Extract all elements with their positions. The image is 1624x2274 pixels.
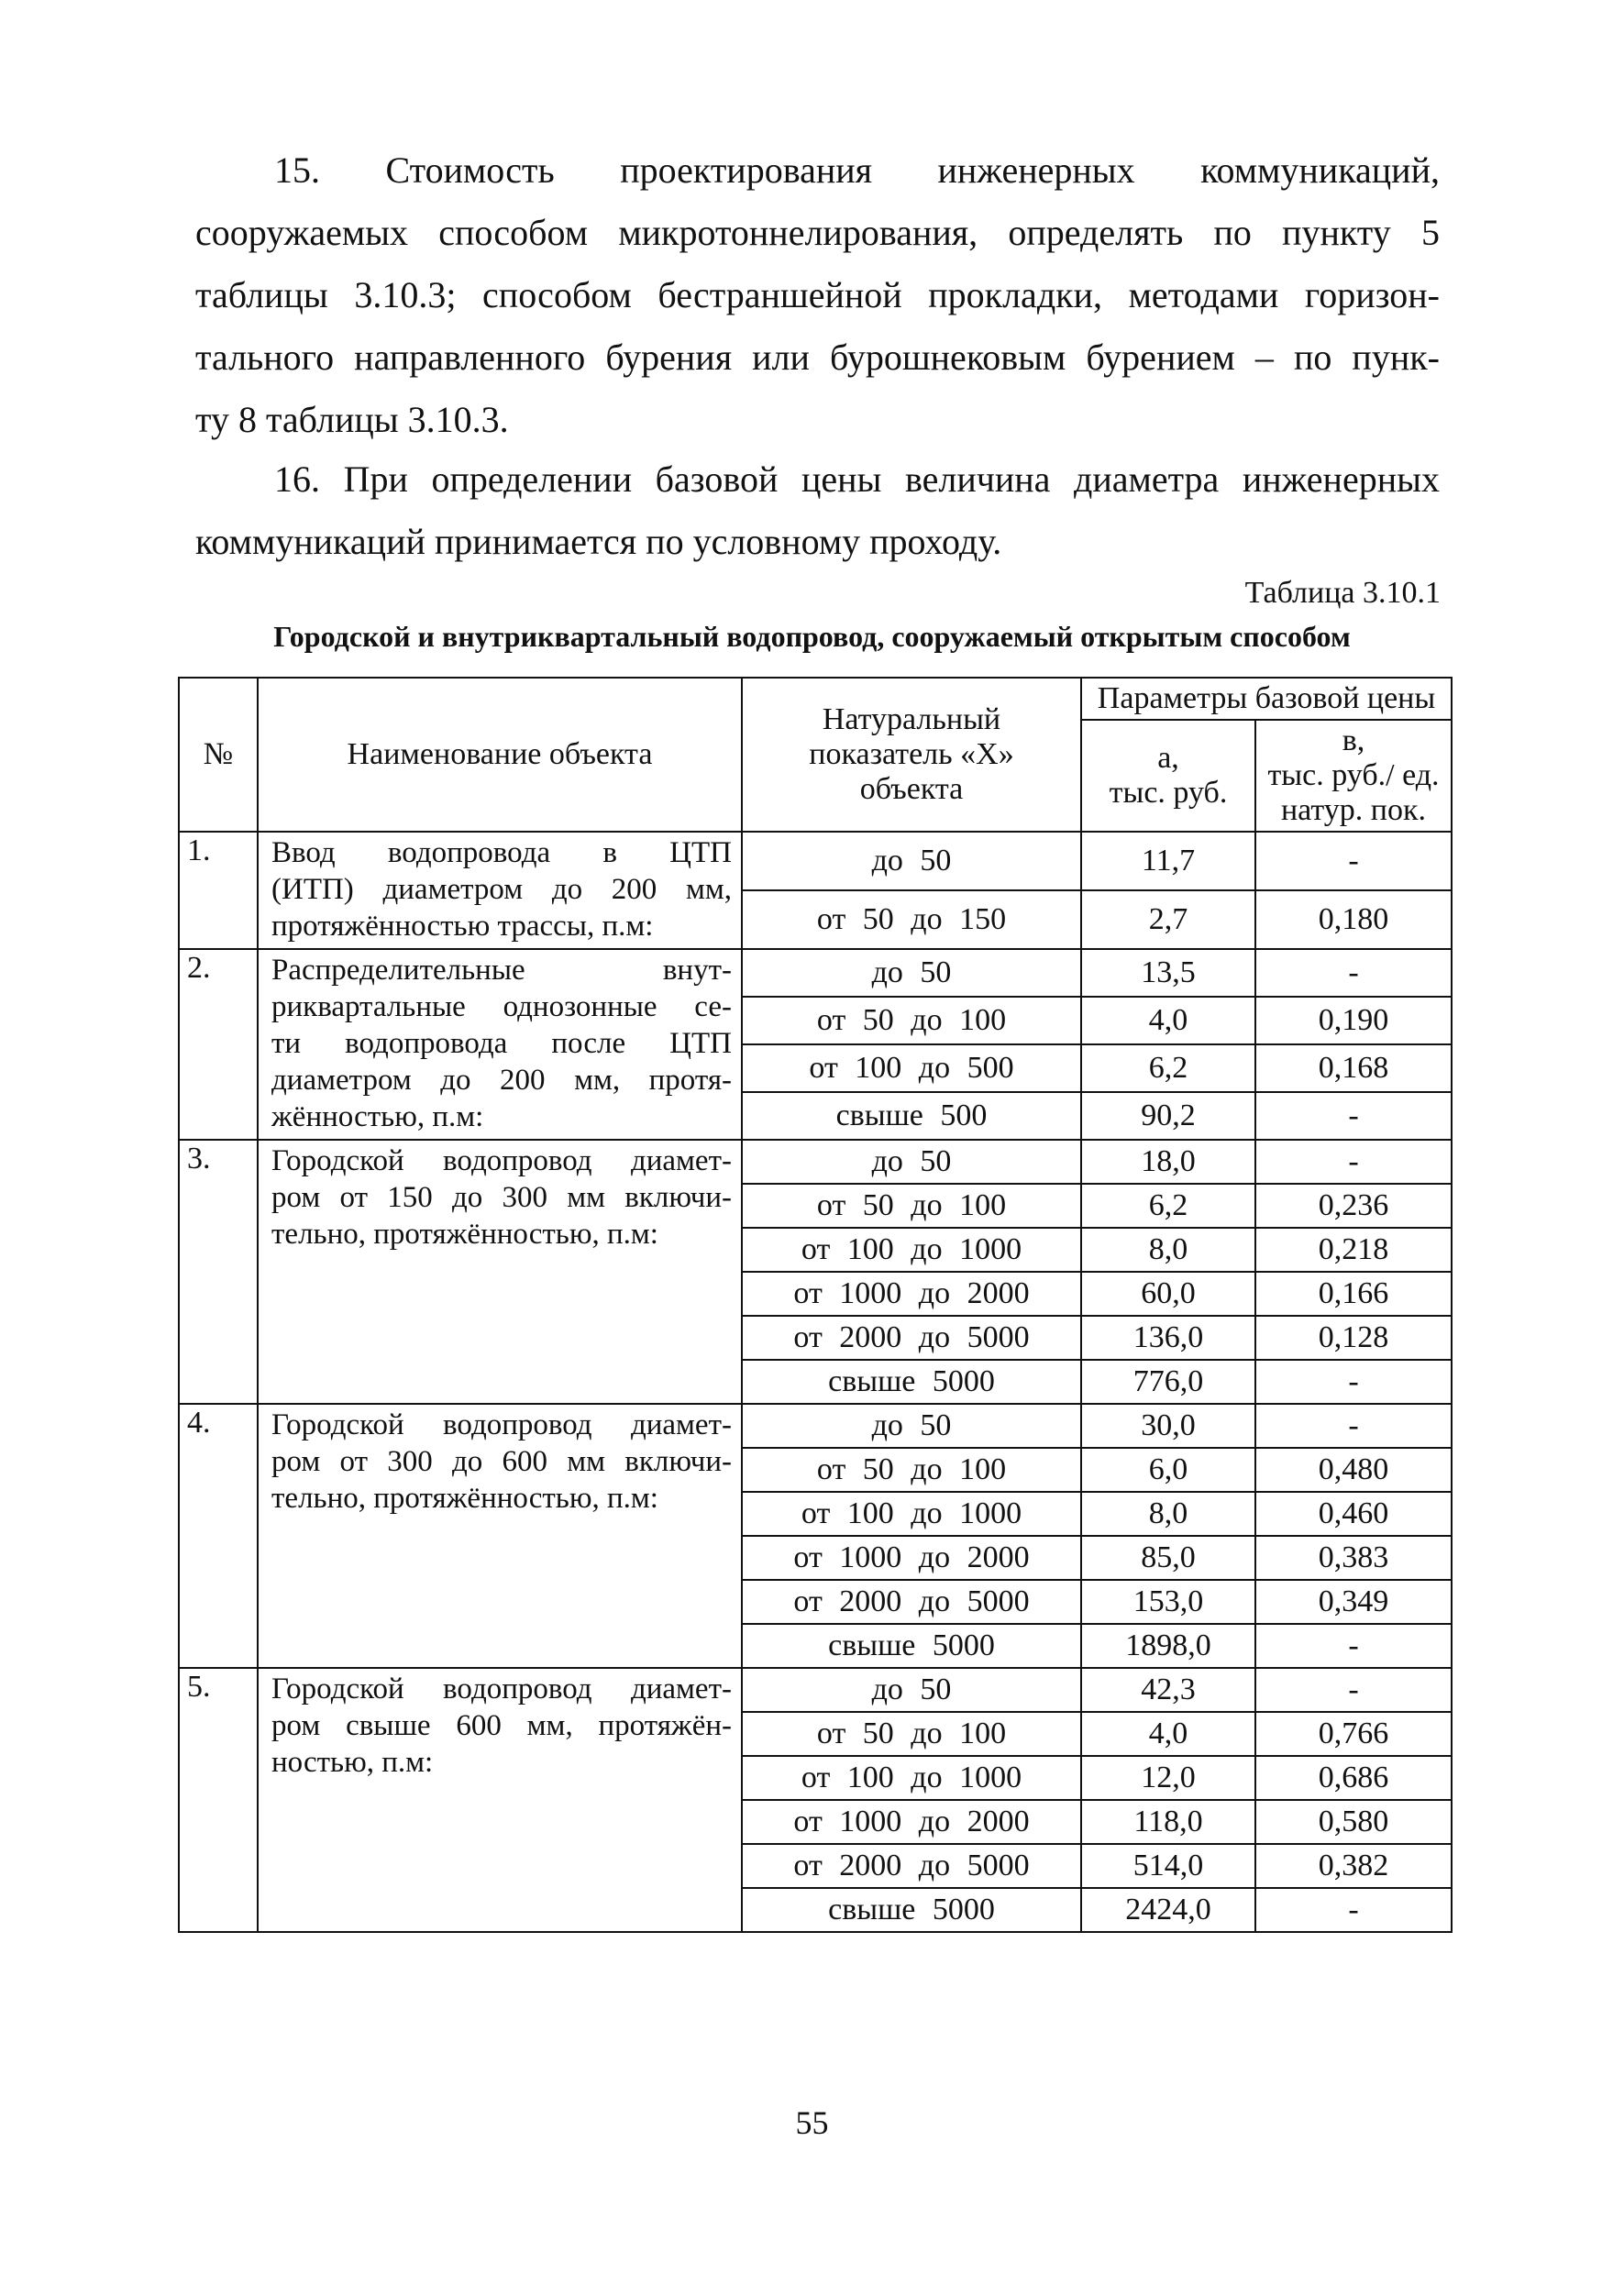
price-b-cell: -: [1255, 949, 1452, 997]
item-name: [258, 1668, 742, 1932]
item-name: [258, 1140, 742, 1404]
natural-indicator-cell: до 50: [742, 1668, 1081, 1712]
price-b-cell: 0,383: [1255, 1536, 1452, 1580]
header-name: Наименование объекта: [258, 678, 742, 832]
price-b-cell: 0,180: [1255, 890, 1452, 949]
price-b-cell: -: [1255, 1624, 1452, 1668]
price-a-cell: 2,7: [1081, 890, 1255, 949]
price-b-cell: 0,166: [1255, 1272, 1452, 1316]
paragraph-line: 15. Стоимость проектирования инженерных коммуникаций,: [274, 149, 1440, 191]
table-row: [179, 1404, 1452, 1448]
price-a-cell: 30,0: [1081, 1404, 1255, 1448]
item-name-line: Городской водопровод диамет-: [271, 1144, 732, 1177]
price-table: [178, 677, 1453, 1933]
natural-indicator-cell: до 50: [742, 1404, 1081, 1448]
price-b-cell: -: [1255, 1360, 1452, 1404]
price-b-cell: 0,168: [1255, 1044, 1452, 1092]
price-b-cell: 0,190: [1255, 997, 1452, 1044]
header-a-line: тыс. руб.: [1109, 776, 1228, 810]
table-row: [179, 1140, 1452, 1184]
header-b-line: натур. пок.: [1280, 793, 1427, 827]
natural-indicator-cell: от 100 до 1000: [742, 1228, 1081, 1272]
natural-indicator-cell: от 2000 до 5000: [742, 1580, 1081, 1624]
price-a-cell: 18,0: [1081, 1140, 1255, 1184]
price-b-cell: 0,128: [1255, 1316, 1452, 1360]
price-a-cell: 8,0: [1081, 1228, 1255, 1272]
price-a-cell: 2424,0: [1081, 1888, 1255, 1932]
price-b-cell: -: [1255, 832, 1452, 890]
price-a-cell: 6,0: [1081, 1448, 1255, 1492]
price-b-cell: 0,580: [1255, 1800, 1452, 1844]
price-a-cell: 90,2: [1081, 1092, 1255, 1140]
price-a-cell: 776,0: [1081, 1360, 1255, 1404]
natural-indicator-cell: от 2000 до 5000: [742, 1316, 1081, 1360]
item-name: [258, 1404, 742, 1668]
paragraph-line: 16. При определении базовой цены величина диаметра инженерных: [274, 458, 1440, 500]
price-b-cell: 0,218: [1255, 1228, 1452, 1272]
item-name: [258, 832, 742, 949]
natural-indicator-cell: от 50 до 100: [742, 1184, 1081, 1228]
item-name-line: ром от 300 до 600 мм включи-: [271, 1445, 732, 1478]
price-a-cell: 153,0: [1081, 1580, 1255, 1624]
table-title: Городской и внутриквартальный водопровод, сооружаемый открытым способом: [273, 620, 1351, 653]
natural-indicator-cell: от 1000 до 2000: [742, 1800, 1081, 1844]
natural-indicator-cell: от 1000 до 2000: [742, 1272, 1081, 1316]
item-number: 1.: [179, 832, 258, 949]
price-b-cell: -: [1255, 1140, 1452, 1184]
paragraph-15: [195, 139, 1440, 451]
price-a-cell: 6,2: [1081, 1044, 1255, 1092]
price-b-cell: 0,766: [1255, 1712, 1452, 1756]
item-name-line: ностью, п.м:: [271, 1746, 434, 1779]
header-params: Параметры базовой цены: [1081, 678, 1452, 720]
header-a: [1081, 720, 1255, 832]
item-name-line: тельно, протяжённостью, п.м:: [271, 1482, 658, 1515]
natural-indicator-cell: свыше 5000: [742, 1360, 1081, 1404]
natural-indicator-cell: свыше 5000: [742, 1624, 1081, 1668]
price-a-cell: 8,0: [1081, 1492, 1255, 1536]
price-b-cell: 0,349: [1255, 1580, 1452, 1624]
item-name-line: протяжённостью трассы, п.м:: [271, 910, 654, 943]
natural-indicator-cell: от 50 до 100: [742, 1448, 1081, 1492]
price-b-cell: 0,686: [1255, 1756, 1452, 1800]
natural-indicator-cell: от 2000 до 5000: [742, 1844, 1081, 1888]
item-number: 4.: [179, 1404, 258, 1668]
item-name-line: риквартальные однозонные се-: [271, 990, 732, 1023]
header-b-line: в,: [1342, 723, 1365, 757]
header-a-line: а,: [1157, 741, 1179, 775]
header-b: [1255, 720, 1452, 832]
item-name-line: Городской водопровод диамет-: [271, 1672, 732, 1706]
natural-indicator-cell: свыше 500: [742, 1092, 1081, 1140]
price-b-cell: -: [1255, 1404, 1452, 1448]
price-a-cell: 136,0: [1081, 1316, 1255, 1360]
item-name-line: Ввод водопровода в ЦТП: [271, 836, 732, 869]
natural-indicator-cell: до 50: [742, 832, 1081, 890]
natural-indicator-cell: от 50 до 150: [742, 890, 1081, 949]
price-b-cell: -: [1255, 1668, 1452, 1712]
paragraph-line: таблицы 3.10.3; способом бестраншейной прокладки, методами горизон-: [195, 274, 1440, 315]
price-b-cell: -: [1255, 1888, 1452, 1932]
header-b-line: тыс. руб./ ед.: [1267, 758, 1440, 792]
item-name-line: ти водопровода после ЦТП: [271, 1027, 732, 1060]
table-row: [179, 832, 1452, 890]
price-a-cell: 85,0: [1081, 1536, 1255, 1580]
price-b-cell: 0,382: [1255, 1844, 1452, 1888]
price-a-cell: 11,7: [1081, 832, 1255, 890]
item-name-line: жённостью, п.м:: [271, 1100, 484, 1133]
price-b-cell: 0,236: [1255, 1184, 1452, 1228]
natural-indicator-cell: свыше 5000: [742, 1888, 1081, 1932]
paragraph-16: [195, 448, 1440, 573]
header-natural-line: объекта: [859, 772, 964, 806]
price-a-cell: 42,3: [1081, 1668, 1255, 1712]
item-number: 3.: [179, 1140, 258, 1404]
price-b-cell: 0,460: [1255, 1492, 1452, 1536]
item-name-line: Распределительные внут-: [271, 954, 732, 987]
item-name-line: ром свыше 600 мм, протяжён-: [271, 1709, 732, 1742]
page-number: 55: [795, 2104, 829, 2141]
natural-indicator-cell: до 50: [742, 1140, 1081, 1184]
price-a-cell: 4,0: [1081, 1712, 1255, 1756]
header-number: №: [179, 678, 258, 832]
item-name-line: (ИТП) диаметром до 200 мм,: [271, 873, 732, 906]
header-natural-line: показатель «Х»: [809, 737, 1014, 771]
paragraph-line: сооружаемых способом микротоннелирования, определять по пункту 5: [195, 212, 1440, 253]
price-a-cell: 118,0: [1081, 1800, 1255, 1844]
price-a-cell: 12,0: [1081, 1756, 1255, 1800]
item-name: [258, 949, 742, 1140]
natural-indicator-cell: до 50: [742, 949, 1081, 997]
natural-indicator-cell: от 100 до 1000: [742, 1492, 1081, 1536]
item-number: 5.: [179, 1668, 258, 1932]
item-name-line: Городской водопровод диамет-: [271, 1408, 732, 1441]
natural-indicator-cell: от 100 до 1000: [742, 1756, 1081, 1800]
natural-indicator-cell: от 50 до 100: [742, 1712, 1081, 1756]
paragraph-line: ту 8 таблицы 3.10.3.: [195, 399, 509, 440]
item-name-line: диаметром до 200 мм, протя-: [271, 1064, 732, 1097]
natural-indicator-cell: от 1000 до 2000: [742, 1536, 1081, 1580]
price-a-cell: 4,0: [1081, 997, 1255, 1044]
item-name-line: тельно, протяжённостью, п.м:: [271, 1218, 658, 1251]
table-caption: Таблица 3.10.1: [1244, 576, 1441, 610]
price-b-cell: 0,480: [1255, 1448, 1452, 1492]
item-name-line: ром от 150 до 300 мм включи-: [271, 1181, 732, 1214]
price-a-cell: 514,0: [1081, 1844, 1255, 1888]
paragraph-line: коммуникаций принимается по условному проходу.: [195, 521, 1002, 562]
paragraph-line: тального направленного бурения или бурошнековым бурением – по пунк-: [195, 337, 1440, 378]
price-a-cell: 6,2: [1081, 1184, 1255, 1228]
price-a-cell: 60,0: [1081, 1272, 1255, 1316]
price-a-cell: 1898,0: [1081, 1624, 1255, 1668]
table-row: [179, 949, 1452, 997]
price-a-cell: 13,5: [1081, 949, 1255, 997]
table-body: [179, 832, 1452, 1932]
natural-indicator-cell: от 50 до 100: [742, 997, 1081, 1044]
price-b-cell: -: [1255, 1092, 1452, 1140]
header-natural: [742, 678, 1081, 832]
table-row: [179, 1668, 1452, 1712]
header-natural-line: Натуральный: [822, 702, 1001, 736]
natural-indicator-cell: от 100 до 500: [742, 1044, 1081, 1092]
item-number: 2.: [179, 949, 258, 1140]
